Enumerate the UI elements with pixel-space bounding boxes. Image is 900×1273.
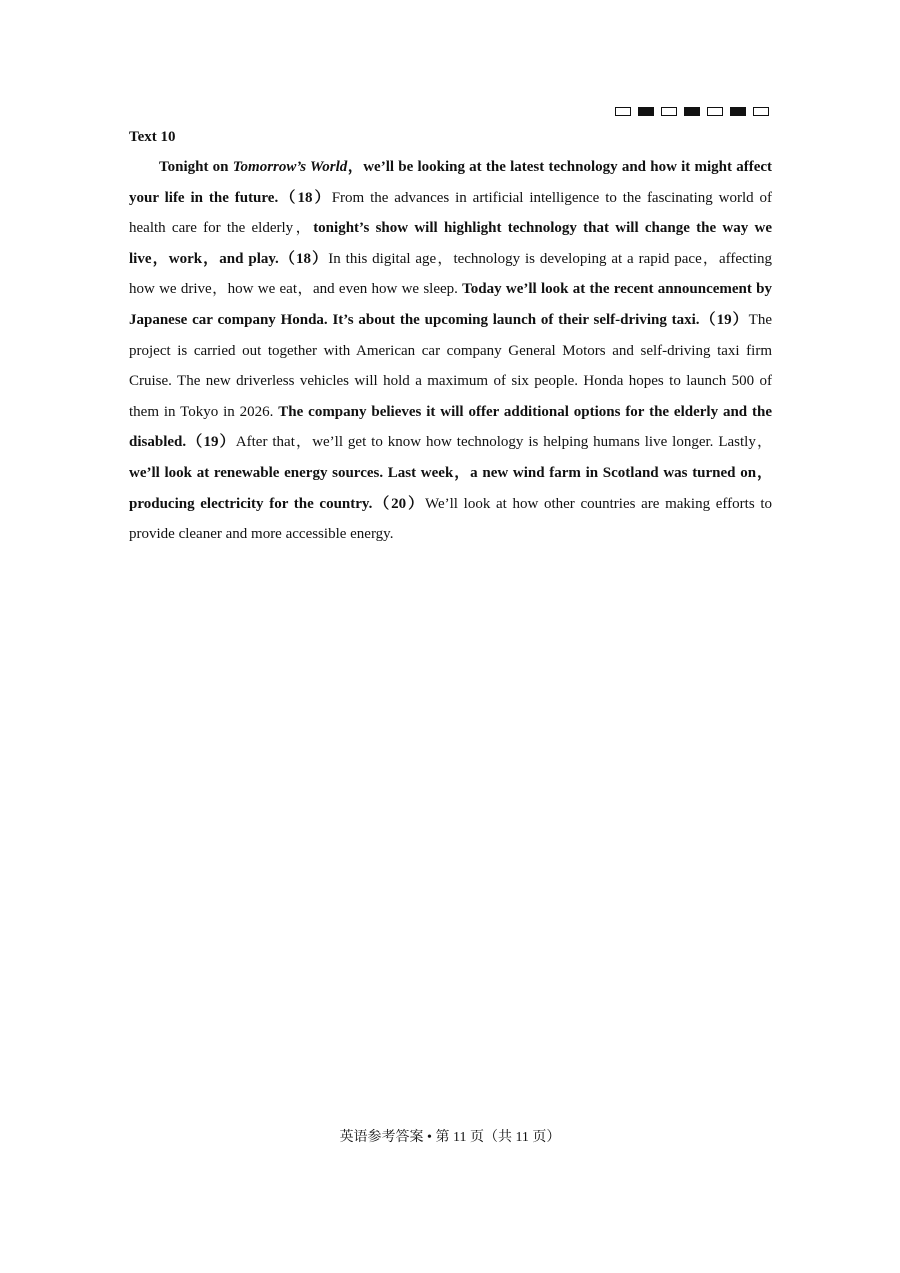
passage-bold-segment: Today we’ll look at the recent announcement by Japanese car company Honda. It’s about the upcoming launch of their self-driving taxi.（19） (129, 281, 772, 328)
passage-text: From the advances in artificial intelligence to the fascinating world of health care for the elderly， (129, 189, 772, 237)
header-mark-filled (638, 107, 654, 116)
header-mark-empty (753, 107, 769, 116)
passage-text: We’ll look at how other countries are making efforts to provide cleaner and more accessible energy. (129, 495, 772, 543)
header-mark-empty (661, 107, 677, 116)
passage-text: Tonight on (159, 159, 233, 175)
passage-text: In this digital age，technology is developing at a rapid pace，affecting how we drive，how we eat，and even how we sleep. (129, 250, 773, 298)
header-mark-empty (615, 107, 631, 116)
header-marks (615, 107, 769, 116)
passage-paragraph (129, 152, 772, 550)
passage-bold-segment: The company believes it will offer additional options for the elderly and the disabled.（19） (129, 403, 773, 451)
header-mark-filled (730, 107, 746, 116)
passage-text: The project is carried out together with American car company General Motors and self-driving taxi firm Cruise. The new driverless vehicles will hold a maximum of six people. Honda hopes to launch 500 of them in Tokyo in 2026. (129, 311, 772, 420)
show-title: Tomorrow’s World (232, 159, 348, 175)
passage-text: After that，we’ll get to know how technology is helping humans live longer. Lastly， (235, 434, 772, 451)
passage-text: ，we’ll be looking at the latest technology and how it might affect your life in the future.（18） (129, 159, 773, 206)
header-mark-empty (707, 107, 723, 116)
page-footer: 英语参考答案 • 第 11 页（共 11 页） (339, 1130, 561, 1145)
passage-bold-segment: tonight’s show will highlight technology that will change the way we live，work，and play.（18） (129, 220, 772, 267)
section-title: Text 10 (129, 129, 176, 145)
header-mark-filled (684, 107, 700, 116)
passage-bold-segment: we’ll look at renewable energy sources. Last week，a new wind farm in Scotland was turned on，producing electricity for the country.（20） (129, 464, 772, 512)
